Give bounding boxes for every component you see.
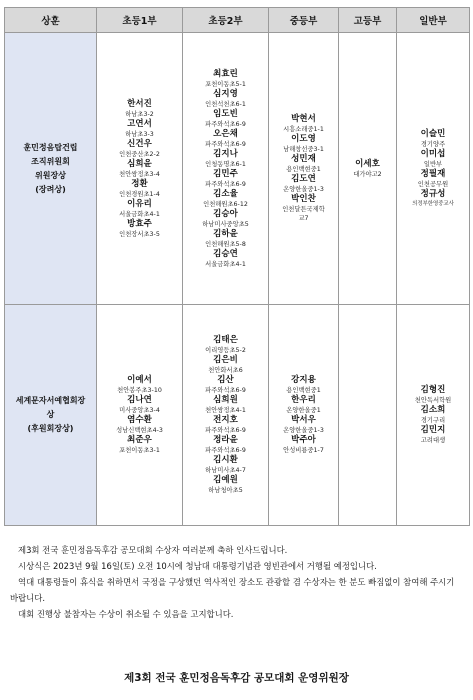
winners-cell [339, 33, 397, 305]
winner-affiliation: 인천경원초1-4 [119, 190, 160, 198]
winner-name: 김소희 [420, 405, 446, 415]
winner-entry [97, 99, 182, 119]
winner-entry [269, 134, 338, 154]
organizer-signature: 제3회 전국 훈민정음독후감 공모대회 운영위원장 [124, 672, 349, 684]
winner-name: 심희윤 [127, 158, 152, 169]
winner-affiliation: 천안쌍정초3-4 [119, 170, 160, 178]
winner-entry [269, 375, 338, 395]
notice [10, 542, 465, 622]
winner-affiliation: 파주와석초6-9 [205, 427, 246, 434]
winner-name: 고연서 [127, 118, 152, 129]
winner-affiliation: 파주와석초6-9 [205, 180, 246, 188]
winner-entry [183, 209, 268, 229]
winner-name: 김산 [217, 375, 234, 385]
winner-entry [97, 395, 182, 415]
winner-name: 염수환 [127, 415, 152, 425]
notice-paragraph: 대회 진행상 불참자는 수상이 취소될 수 있음을 고지합니다. [18, 609, 234, 619]
winner-affiliation: 교7 [298, 215, 309, 222]
winner-name: 박서우 [291, 415, 316, 425]
award-name-line: 세계문자서예협회장 [15, 396, 86, 405]
winner-name: 이미섭 [420, 148, 446, 159]
winner-entry [97, 179, 182, 199]
notice-paragraph: 제3회 전국 훈민정음독후감 공모대회 수상자 여러분께 축하 인사드립니다. [18, 545, 288, 555]
winner-entry [339, 159, 396, 179]
winner-name: 김은비 [213, 355, 238, 365]
winner-name: 이유리 [127, 198, 152, 209]
winner-affiliation: 온양한올중1-3 [283, 186, 324, 193]
winner-entry [97, 199, 182, 219]
winners-cell [183, 33, 269, 305]
winner-entry [269, 395, 338, 415]
winners-cell [397, 305, 470, 526]
award-name-line: 조직위원회 [31, 156, 70, 166]
winner-name: 김형진 [420, 385, 446, 395]
winner-affiliation: 포천이동초3-1 [119, 447, 160, 454]
winner-name: 정규성 [420, 188, 446, 199]
winner-affiliation: 파주와석초6-9 [205, 447, 246, 454]
winner-name: 신건우 [127, 138, 152, 149]
table-header-row [5, 8, 470, 33]
winner-name: 심지영 [213, 88, 238, 99]
winner-affiliation: 하남미사초4-7 [205, 467, 246, 474]
winner-entry [97, 139, 182, 159]
winner-affiliation: 포천이동초5-1 [205, 80, 246, 88]
winner-entry [269, 154, 338, 174]
winners-cell [339, 305, 397, 526]
winner-affiliation: 성남신백현초4-3 [116, 427, 163, 434]
winner-affiliation: 파주와석초6-9 [205, 387, 246, 394]
winners-cell [269, 305, 339, 526]
header-elementary-1: 초등1부 [97, 8, 183, 33]
winner-entry [397, 385, 469, 405]
notice-paragraph: 시상식은 2023년 9월 16일(토) 오전 10시에 청남대 대통령기념관 영빈관에서 거행될 예정입니다. [18, 561, 377, 571]
winner-entry [397, 169, 469, 189]
winner-name: 심희원 [213, 395, 238, 405]
winner-affiliation: 인천중산초2-2 [119, 150, 160, 158]
winner-affiliation: 파주와석초6-9 [205, 140, 246, 148]
winner-entry [183, 455, 268, 475]
winner-entry [183, 395, 268, 415]
winner-name: 김민주 [213, 168, 238, 179]
award-name-cell [5, 33, 97, 305]
award-table [4, 7, 470, 526]
winner-affiliation: 시흥소래중1-1 [283, 126, 324, 133]
winner-name: 김도연 [291, 174, 316, 184]
winner-entry [97, 415, 182, 435]
header-award: 상훈 [5, 8, 97, 33]
winner-name: 김태은 [213, 335, 238, 345]
winner-affiliation: 인천석천초6-1 [205, 100, 246, 108]
winner-entry [183, 149, 268, 169]
winner-name: 김승아 [213, 208, 238, 219]
award-name-line: (장려상) [35, 184, 66, 194]
winner-entry [397, 425, 469, 445]
award-name-line: 상 [46, 410, 55, 419]
award-name-line: (후원회장상) [27, 424, 74, 433]
winner-name: 이세호 [355, 158, 380, 169]
winner-entry [97, 375, 182, 395]
winner-entry [269, 114, 338, 134]
winner-affiliation: 인천해원초6-12 [203, 200, 248, 208]
winner-name: 성민재 [291, 154, 316, 164]
winner-name: 김지나 [213, 148, 238, 159]
winner-name: 김승연 [213, 248, 238, 259]
winner-name: 정환 [131, 178, 148, 189]
winner-entry [269, 214, 338, 223]
winners-cell [97, 305, 183, 526]
winner-name: 김시환 [213, 455, 238, 465]
winner-entry [183, 69, 268, 89]
winners-cell [397, 33, 470, 305]
winner-entry [269, 174, 338, 194]
winner-entry [183, 129, 268, 149]
winner-entry [183, 249, 268, 269]
winner-name: 박현서 [291, 114, 316, 124]
winner-entry [269, 415, 338, 435]
winner-name: 방효주 [127, 218, 152, 229]
winner-affiliation: 경기양주 [420, 140, 446, 148]
winner-entry [183, 89, 268, 109]
winner-affiliation: 용인백현중1 [286, 166, 321, 173]
winner-name: 김나연 [127, 395, 152, 405]
winner-entry [183, 229, 268, 249]
winner-affiliation: 남해창선중3-1 [283, 146, 324, 153]
award-name-line: 훈민정음탑건립 [23, 142, 78, 152]
header-high: 고등부 [339, 8, 397, 33]
winner-name: 이예서 [127, 375, 152, 385]
winner-entry [97, 159, 182, 179]
winner-entry [183, 435, 268, 455]
winner-entry [183, 189, 268, 209]
header-elementary-2: 초등2부 [183, 8, 269, 33]
winner-entry [269, 435, 338, 455]
winner-entry [97, 435, 182, 455]
winner-affiliation: 용인백현중1 [286, 387, 321, 394]
winner-entry [183, 335, 268, 355]
award-name-line: 위원장상 [35, 170, 66, 180]
winner-affiliation: 안성비룡중1-7 [283, 447, 324, 454]
winners-cell [97, 33, 183, 305]
winner-affiliation: 서울금화초4-1 [205, 260, 246, 268]
winner-affiliation: 일반부 [423, 160, 443, 168]
winner-name: 이슬민 [420, 128, 446, 139]
header-general: 일반부 [397, 8, 470, 33]
winner-name: 이도영 [291, 134, 316, 144]
winner-affiliation: 의정부한영중교사 [412, 200, 454, 207]
winner-affiliation: 천안봉주초3-10 [117, 387, 162, 394]
winner-name: 박주아 [291, 435, 316, 445]
winner-affiliation: 하남미사중앙초5 [202, 220, 249, 228]
winner-entry [397, 149, 469, 169]
winner-entry [183, 169, 268, 189]
winner-affiliation: 미사중앙초3-4 [119, 407, 160, 414]
winner-name: 임도빈 [213, 108, 238, 119]
winner-name: 최효린 [213, 68, 238, 79]
winner-affiliation: 경기구리 [420, 417, 446, 424]
notice-paragraph: 역대 대통령들이 휴식을 취하면서 국정을 구상했던 역사적인 장소도 관광할 겸 수상자는 한 분도 빠짐없이 참여해 주시기 바랍니다. [10, 577, 455, 603]
winner-affiliation: 이리영등초5-2 [205, 347, 246, 354]
winner-name: 오은채 [213, 128, 238, 139]
winner-name: 정라윤 [213, 435, 238, 445]
row-encouragement-award [5, 33, 470, 305]
winner-name: 강지용 [291, 375, 316, 385]
winner-affiliation: 온양한올중1-3 [283, 427, 324, 434]
winner-name: 박인찬 [291, 194, 316, 204]
winner-entry [397, 405, 469, 425]
winner-affiliation: 하남초3-3 [125, 130, 154, 138]
winner-affiliation: 온양한올중1 [286, 407, 321, 414]
winner-affiliation: 인천해원초5-8 [205, 240, 246, 248]
winner-affiliation: 하남초3-2 [125, 110, 154, 118]
winner-entry [183, 475, 268, 495]
row-sponsor-award [5, 305, 470, 526]
winner-affiliation: 하남청아초5 [208, 487, 243, 494]
winner-entry [183, 109, 268, 129]
winner-affiliation: 천안독서학원 [414, 397, 452, 404]
winner-entry [397, 129, 469, 149]
winner-name: 한우리 [291, 395, 316, 405]
winner-affiliation: 고려대생 [420, 437, 446, 444]
winner-affiliation: 대가야고2 [353, 170, 382, 178]
winner-affiliation: 파주와석초6-9 [205, 120, 246, 128]
winner-affiliation: 천안쌍정초4-1 [205, 407, 246, 414]
winner-name: 정필재 [420, 168, 446, 179]
winner-affiliation: 인천공무원 [417, 180, 449, 188]
winner-name: 김소율 [213, 188, 238, 199]
winner-entry [97, 219, 182, 239]
award-name-cell [5, 305, 97, 526]
winner-entry [397, 189, 469, 209]
winner-name: 김예원 [213, 475, 238, 485]
winner-entry [97, 119, 182, 139]
winner-affiliation: 인청동명초6-1 [205, 160, 246, 168]
winner-name: 김하윤 [213, 228, 238, 239]
winner-entry [269, 194, 338, 214]
header-middle: 중등부 [269, 8, 339, 33]
winner-entry [183, 415, 268, 435]
winner-name: 한서진 [127, 98, 152, 109]
winner-affiliation: 서울금화초4-1 [119, 210, 160, 218]
winners-cell [269, 33, 339, 305]
winner-affiliation: 천안화서초6 [208, 367, 243, 374]
winner-entry [183, 355, 268, 375]
winner-affiliation: 인천달튼국제학 [282, 206, 325, 213]
winner-name: 김민지 [420, 425, 446, 435]
winner-affiliation: 인천장서초3-5 [119, 230, 160, 238]
winner-entry [183, 375, 268, 395]
winner-name: 최준우 [127, 435, 152, 445]
winner-name: 전지호 [213, 415, 238, 425]
winners-cell [183, 305, 269, 526]
